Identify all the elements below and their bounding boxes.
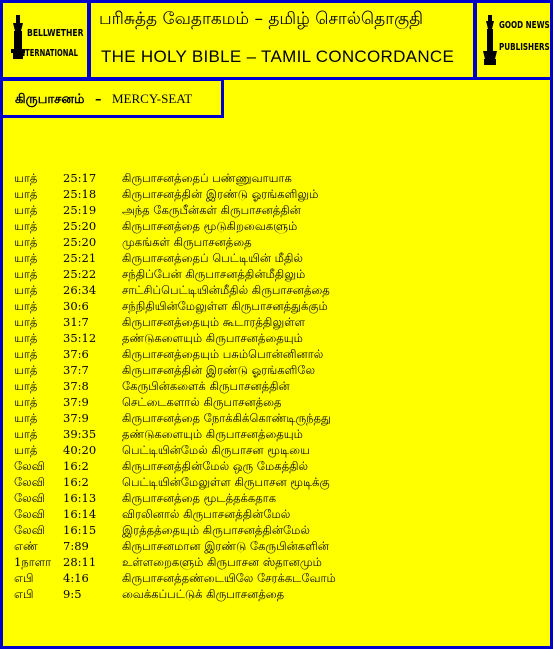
book-abbrev: யாத் — [14, 363, 38, 377]
section-english: MERCY-SEAT — [112, 91, 193, 106]
verse-reference: 28:11 — [63, 555, 97, 569]
book-abbrev: யாத் — [14, 251, 38, 265]
section-heading — [15, 91, 192, 108]
verse-reference: 40:20 — [63, 443, 97, 457]
verse-excerpt: கிருபாசனத்தை நோக்கிக்கொண்டிருந்தது — [122, 411, 331, 425]
bellwether-logo-line2: INTERNATIONAL — [17, 48, 78, 59]
verse-reference: 25:17 — [63, 171, 97, 185]
verse-excerpt: கிருபாசனமான இரண்டு கேருபின்களின் — [122, 539, 329, 553]
verse-reference: 30:6 — [63, 299, 89, 313]
verse-excerpt: முகங்கள் கிருபாசனத்தை — [122, 235, 252, 249]
book-abbrev: எபி — [14, 571, 34, 585]
verse-reference: 16:2 — [63, 459, 89, 473]
verse-reference: 37:8 — [63, 379, 89, 393]
book-abbrev: எபி — [14, 587, 34, 601]
book-abbrev: யாத் — [14, 267, 38, 281]
section-tamil: கிருபாசனம் — [15, 92, 85, 107]
book-abbrev: யாத் — [14, 427, 38, 441]
verse-excerpt: பெட்டியின்மேலுள்ள கிருபாசன மூடிக்கு — [122, 475, 330, 489]
verse-excerpt: பெட்டியின்மேல் கிருபாசன மூடியை — [122, 443, 310, 457]
verse-reference: 37:7 — [63, 363, 89, 377]
verse-reference: 16:15 — [63, 523, 97, 537]
book-abbrev: யாத் — [14, 219, 38, 233]
verse-reference: 25:22 — [63, 267, 97, 281]
verse-reference: 25:18 — [63, 187, 97, 201]
verse-reference: 37:6 — [63, 347, 89, 361]
goodnews-logo-line1: GOOD NEWS — [499, 20, 550, 31]
verse-reference: 37:9 — [63, 395, 89, 409]
section-separator: – — [94, 92, 102, 107]
book-abbrev: யாத் — [14, 395, 38, 409]
verse-excerpt: கிருபாசனத்தைப் பண்ணுவாயாக — [122, 171, 292, 185]
verse-excerpt: கேருபின்களைக் கிருபாசனத்தின் — [122, 379, 290, 393]
book-abbrev: யாத் — [14, 299, 38, 313]
verse-reference: 9:5 — [63, 587, 82, 601]
book-abbrev: யாத் — [14, 411, 38, 425]
verse-reference: 26:34 — [63, 283, 97, 297]
verse-reference: 16:2 — [63, 475, 89, 489]
verse-excerpt: தண்டுகளையும் கிருபாசனத்தையும் — [122, 331, 303, 345]
tamil-title: பரிசுத்த வேதாகமம் – தமிழ் சொல்தொகுதி — [99, 9, 424, 29]
book-abbrev: யாத் — [14, 331, 38, 345]
verse-excerpt: கிருபாசனத்தின்மேல் ஒரு மேகத்தில் — [122, 459, 309, 473]
verse-excerpt: உள்ளறைகளும் கிருபாசன ஸ்தானமும் — [122, 555, 322, 569]
verse-reference: 37:9 — [63, 411, 89, 425]
verse-excerpt: விரலினால் கிருபாசனத்தின்மேல் — [122, 507, 291, 521]
verse-reference: 25:19 — [63, 203, 97, 217]
verse-reference: 35:12 — [63, 331, 97, 345]
book-abbrev: லேவி — [14, 475, 45, 489]
verse-excerpt: சந்திப்பேன் கிருபாசனத்தின்மீதிலும் — [122, 267, 306, 281]
book-abbrev: யாத் — [14, 315, 38, 329]
goodnews-logo-icon — [483, 15, 497, 67]
verse-excerpt: வைக்கப்பட்டுக் கிருபாசனத்தை — [122, 587, 285, 601]
book-abbrev: லேவி — [14, 459, 45, 473]
verse-excerpt: சாட்சிப்பெட்டியின்மீதில் கிருபாசனத்தை — [122, 283, 330, 297]
book-abbrev: யாத் — [14, 443, 38, 457]
book-abbrev: யாத் — [14, 187, 38, 201]
verse-excerpt: கிருபாசனத்தின் இரண்டு ஓரங்களிலே — [122, 363, 316, 377]
book-abbrev: யாத் — [14, 171, 38, 185]
verse-excerpt: சந்நிதியின்மேலுள்ள கிருபாசனத்துக்கும் — [122, 299, 328, 313]
book-abbrev: யாத் — [14, 283, 38, 297]
verse-excerpt: கிருபாசனத்தையும் பசும்பொன்னினால் — [122, 347, 324, 361]
verse-excerpt: அந்த கேருபீன்கள் கிருபாசனத்தின் — [122, 203, 301, 217]
verse-reference: 7:89 — [63, 539, 89, 553]
verse-excerpt: கிருபாசனத்தை மூடுகிறவைகளும் — [122, 219, 298, 233]
book-abbrev: எண் — [14, 539, 38, 553]
book-abbrev: யாத் — [14, 203, 38, 217]
verse-reference: 16:14 — [63, 507, 97, 521]
verse-reference: 4:16 — [63, 571, 89, 585]
bellwether-logo-line1: BELLWETHER — [27, 28, 84, 39]
book-abbrev: யாத் — [14, 347, 38, 361]
book-abbrev: லேவி — [14, 491, 45, 505]
title-box — [88, 0, 476, 80]
book-abbrev: யாத் — [14, 379, 38, 393]
verse-reference: 25:20 — [63, 219, 97, 233]
book-abbrev: லேவி — [14, 523, 45, 537]
verse-excerpt: இரத்தத்தையும் கிருபாசனத்தின்மேல் — [122, 523, 310, 537]
book-abbrev: 1நாளா — [14, 555, 52, 569]
verse-reference: 25:20 — [63, 235, 97, 249]
bellwether-logo-box — [0, 0, 90, 80]
verse-excerpt: கிருபாசனத்தையும் கூடாரத்திலுள்ள — [122, 315, 305, 329]
verse-excerpt: கிருபாசனத்தின் இரண்டு ஓரங்களிலும் — [122, 187, 319, 201]
verse-excerpt: தண்டுகளையும் கிருபாசனத்தையும் — [122, 427, 303, 441]
book-abbrev: யாத் — [14, 235, 38, 249]
section-heading-box — [0, 78, 224, 118]
goodnews-logo-line2: PUBLISHERS — [499, 42, 550, 53]
goodnews-logo-box — [474, 0, 553, 80]
verse-reference: 25:21 — [63, 251, 97, 265]
verse-excerpt: கிருபாசனத்தை மூடத்தக்கதாக — [122, 491, 277, 505]
verse-excerpt: கிருபாசனத்தண்டையிலே சேரக்கடவோம் — [122, 571, 336, 585]
english-title: THE HOLY BIBLE – TAMIL CONCORDANCE — [101, 47, 455, 66]
verse-reference: 31:7 — [63, 315, 89, 329]
verse-reference: 16:13 — [63, 491, 97, 505]
book-abbrev: லேவி — [14, 507, 45, 521]
verse-excerpt: கிருபாசனத்தைப் பெட்டியின் மீதில் — [122, 251, 303, 265]
verse-reference: 39:35 — [63, 427, 97, 441]
verse-excerpt: செட்டைகளால் கிருபாசனத்தை — [122, 395, 282, 409]
